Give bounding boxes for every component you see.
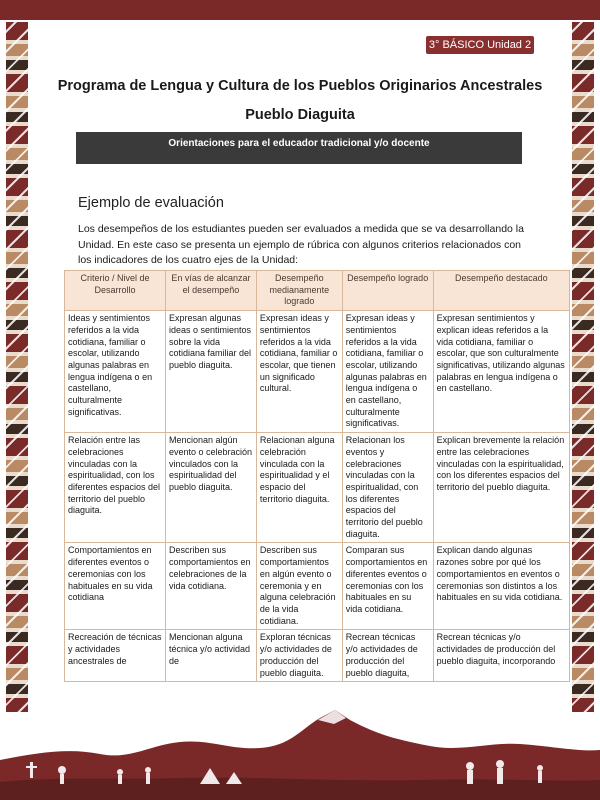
table-cell: Expresan ideas y sentimientos referidos a la vida cotidiana, familiar o escolar, utilizando algunas palabras en lengua indígena o en castellano, culturalmente significativas. <box>342 311 433 433</box>
unit-badge: 3° BÁSICO Unidad 2 <box>426 36 534 54</box>
header-criterio: Criterio / Nivel de Desarrollo <box>65 271 166 311</box>
header-destacado: Desempeño destacado <box>433 271 569 311</box>
top-color-bar <box>0 0 600 20</box>
intro-paragraph: Los desempeños de los estudiantes pueden ser evaluados a medida que se va desarrollando la Unidad. En este caso se presenta un ejemplo de rúbrica con algunos criterios relacionados con los indicadores de los cuatro ejes de la Unidad: <box>78 223 524 266</box>
table-cell: Mencionan alguna técnica y/o actividad de <box>166 630 257 682</box>
table-cell: Mencionan algún evento o celebración vinculados con la espiritualidad del pueblo diaguita. <box>166 433 257 543</box>
table-cell: Explican dando algunas razones sobre por qué los comportamientos en eventos o ceremonias son distintos a los habituales en su vida cotidiana. <box>433 543 569 630</box>
table-header-row <box>65 271 570 311</box>
table-cell: Explican brevemente la relación entre las celebraciones vinculadas con la espiritualidad, con los diferentes espacios del territorio del pueblo diaguita. <box>433 433 569 543</box>
section-banner: Orientaciones para el educador tradicional y/o docente <box>76 132 522 164</box>
header-en-vias: En vías de alcanzar el desempeño <box>166 271 257 311</box>
table-cell: Describen sus comportamientos en algún evento o ceremonia y en alguna celebración de la vida cotidiana. <box>256 543 342 630</box>
page-subtitle: Pueblo Diaguita <box>245 107 355 123</box>
table-cell: Exploran técnicas y/o actividades de producción del pueblo diaguita. <box>256 630 342 682</box>
landscape-silhouette-illustration <box>0 690 600 800</box>
table-row <box>65 630 570 682</box>
table-cell: Expresan ideas y sentimientos referidos a la vida cotidiana, familiar o escolar, que tienen un significado cultural. <box>256 311 342 433</box>
table-cell: Relacionan alguna celebración vinculada con la espiritualidad y el espacio del territorio diaguita. <box>256 433 342 543</box>
header-logrado: Desempeño logrado <box>342 271 433 311</box>
table-cell: Comportamientos en diferentes eventos o ceremonias con los habituales en su vida cotidiana <box>65 543 166 630</box>
table-row <box>65 311 570 433</box>
header-medianamente: Desempeño medianamente logrado <box>256 271 342 311</box>
table-cell: Describen sus comportamientos en celebraciones de la vida cotidiana. <box>166 543 257 630</box>
right-decorative-border <box>572 22 594 712</box>
table-cell: Ideas y sentimientos referidos a la vida cotidiana, familiar o escolar, utilizando algunas palabras en lengua indígena o en castellano, culturalmente significativas. <box>65 311 166 433</box>
table-cell: Expresan sentimientos y explican ideas referidos a la vida cotidiana, familiar o escolar, que son culturalmente significativas, utilizando algunas palabras en lengua indígena o en castellano. <box>433 311 569 433</box>
table-cell: Recrean técnicas y/o actividades de producción del pueblo diaguita, <box>342 630 433 682</box>
rubric-table <box>64 270 570 682</box>
table-cell: Recrean técnicas y/o actividades de producción del pueblo diaguita, incorporando <box>433 630 569 682</box>
table-cell: Relacionan los eventos y celebraciones vinculadas con la espiritualidad, con los diferentes espacios del territorio del pueblo diaguita. <box>342 433 433 543</box>
table-cell: Expresan algunas ideas o sentimientos sobre la vida cotidiana familiar del pueblo diaguita. <box>166 311 257 433</box>
left-decorative-border <box>6 22 28 712</box>
page-title: Programa de Lengua y Cultura de los Pueblos Originarios Ancestrales <box>57 78 543 94</box>
table-cell: Relación entre las celebraciones vinculadas con la espiritualidad, con los diferentes espacios del territorio del pueblo diaguita. <box>65 433 166 543</box>
section-heading: Ejemplo de evaluación <box>78 195 224 211</box>
table-cell: Recreación de técnicas y actividades ancestrales de <box>65 630 166 682</box>
table-row <box>65 433 570 543</box>
table-row <box>65 543 570 630</box>
table-cell: Comparan sus comportamientos en diferentes eventos o ceremonias con los habituales en su vida cotidiana. <box>342 543 433 630</box>
